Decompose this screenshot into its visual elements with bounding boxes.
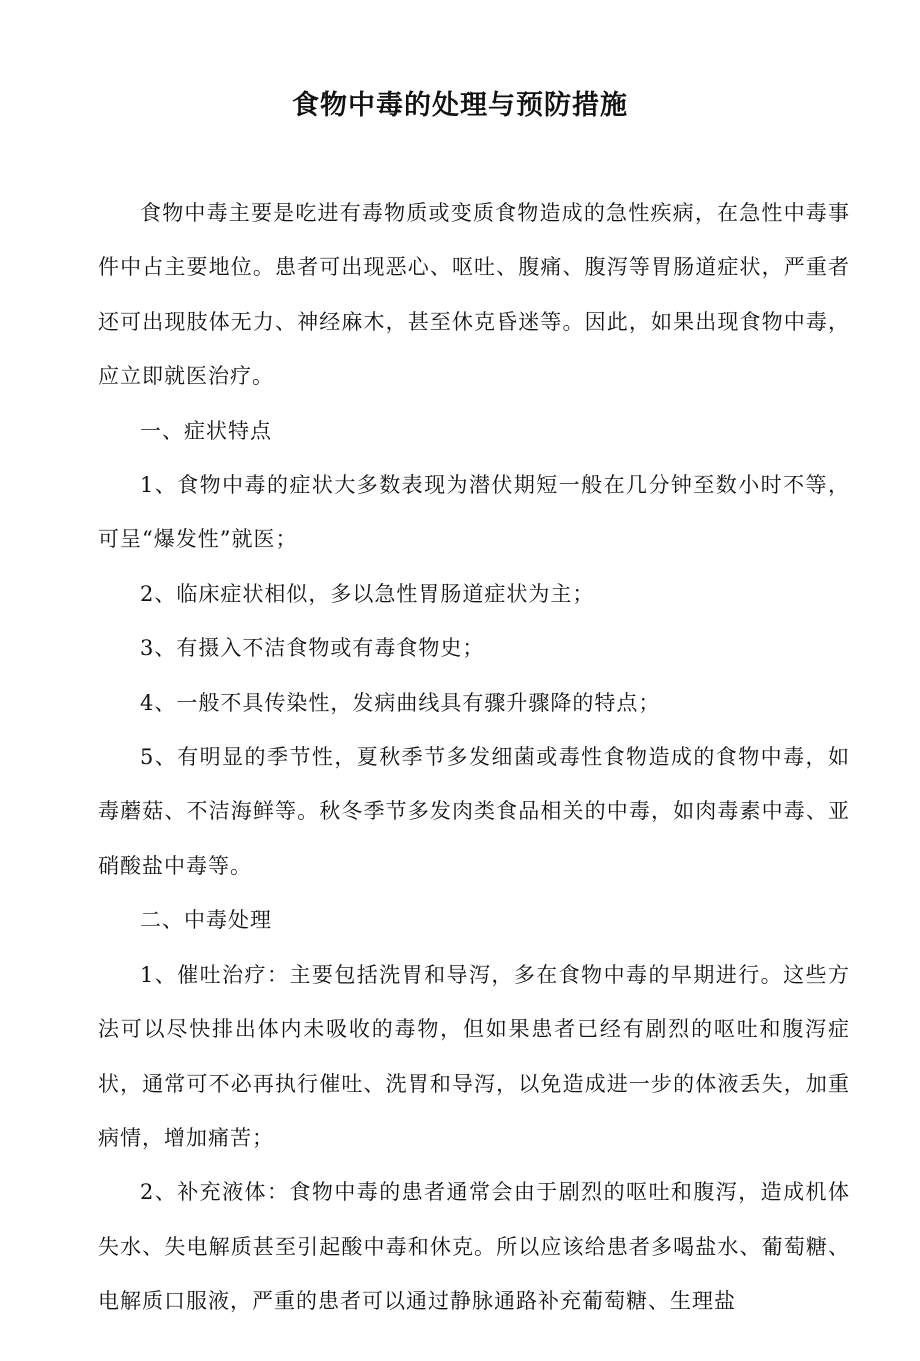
symptom-item-1: 1、食物中毒的症状大多数表现为潜伏期短一般在几分钟至数小时不等，可呈“爆发性”就医； xyxy=(98,473,850,552)
symptom-item-5: 5、有明显的季节性，夏秋季节多发细菌或毒性食物造成的食物中毒，如毒蘑菇、不洁海鲜等。秋冬季节多发肉类食品相关的中毒，如肉毒素中毒、亚硝酸盐中毒等。 xyxy=(98,745,850,878)
document-title: 食物中毒的处理与预防措施 xyxy=(292,90,628,121)
symptom-item-2: 2、临床症状相似，多以急性胃肠道症状为主； xyxy=(140,581,595,606)
paragraph-intro: 食物中毒主要是吃进有毒物质或变质食物造成的急性疾病，在急性中毒事件中占主要地位。患者可出现恶心、呕吐、腹痛、腹泻等胃肠道症状，严重者还可出现肢体无力、神经麻木，甚至休克昏迷等。因此，如果出现食物中毒，应立即就医治疗。 xyxy=(98,201,850,389)
section-heading-treatment: 二、中毒处理 xyxy=(140,908,272,933)
treatment-item-1: 1、催吐治疗：主要包括洗胃和导泻，多在食物中毒的早期进行。这些方法可以尽快排出体内未吸收的毒物，但如果患者已经有剧烈的呕吐和腹泻症状，通常可不必再执行催吐、洗胃和导泻，以免造成进一步的体液丢失，加重病情，增加痛苦； xyxy=(98,962,850,1150)
symptom-item-4: 4、一般不具传染性，发病曲线具有骤升骤降的特点； xyxy=(140,690,661,715)
document-body xyxy=(98,186,850,1329)
treatment-item-2: 2、补充液体：食物中毒的患者通常会由于剧烈的呕吐和腹泻，造成机体失水、失电解质甚至引起酸中毒和休克。所以应该给患者多喝盐水、葡萄糖、电解质口服液，严重的患者可以通过静脉通路补充葡萄糖、生理盐 xyxy=(98,1180,850,1314)
section-heading-symptoms: 一、症状特点 xyxy=(140,418,272,443)
symptom-item-3: 3、有摄入不洁食物或有毒食物史； xyxy=(140,636,485,661)
